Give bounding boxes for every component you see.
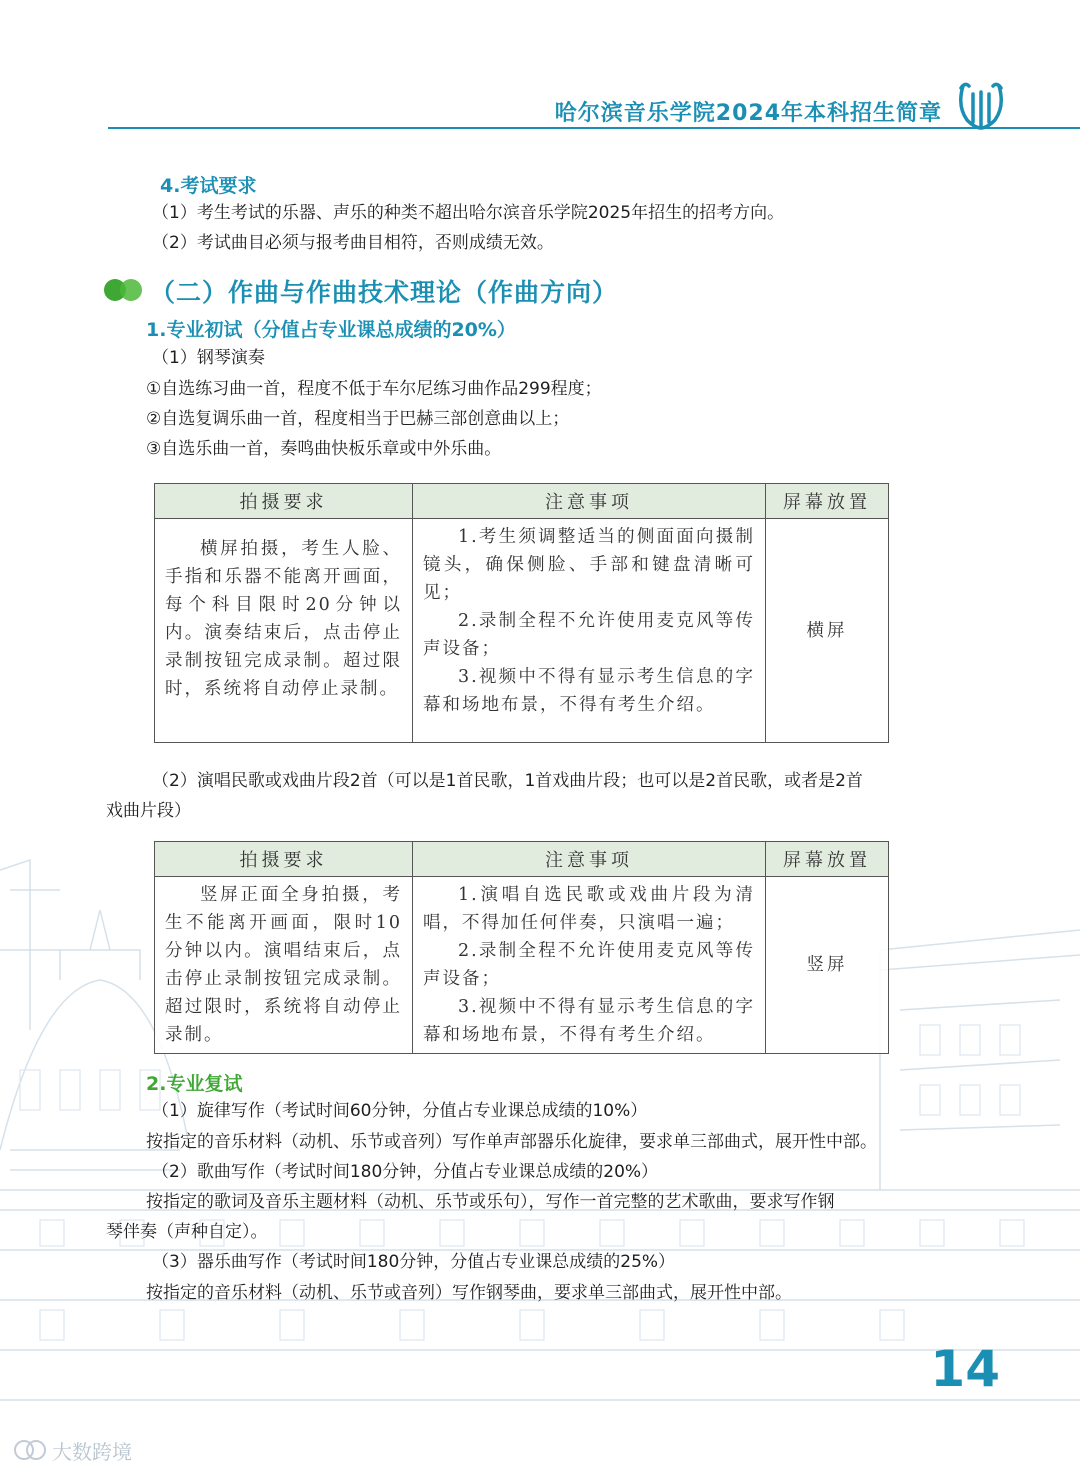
table-header-screen: 屏幕放置 bbox=[766, 484, 889, 519]
retest-line: 按指定的音乐材料（动机、乐节或音列）写作钢琴曲，要求单三部曲式，展开性中部。 bbox=[146, 1283, 792, 1303]
singing-recording-table bbox=[154, 841, 889, 1054]
table-cell-notes bbox=[413, 877, 766, 1054]
retest-line: 按指定的音乐材料（动机、乐节或音列）写作单声部器乐化旋律，要求单三部曲式，展开性中部。 bbox=[146, 1132, 877, 1152]
table-header-shooting: 拍摄要求 bbox=[155, 842, 413, 877]
note-item: 2.录制全程不允许使用麦克风等传声设备； bbox=[423, 941, 755, 989]
piano-item: ③自选乐曲一首，奏鸣曲快板乐章或中外乐曲。 bbox=[146, 439, 502, 459]
table-header-shooting: 拍摄要求 bbox=[155, 484, 413, 519]
table-cell-shooting bbox=[155, 877, 413, 1054]
note-item: 1.演唱自选民歌或戏曲片段为清唱，不得加任何伴奏，只演唱一遍； bbox=[423, 885, 755, 933]
retest-heading: 2.专业复试 bbox=[146, 1073, 243, 1095]
note-item: 2.录制全程不允许使用麦克风等传声设备； bbox=[423, 611, 755, 659]
note-item: 1.考生须调整适当的侧面面向摄制镜头，确保侧脸、手部和键盘清晰可见； bbox=[423, 527, 755, 603]
header-divider bbox=[108, 127, 1080, 129]
table-cell-screen: 横屏 bbox=[766, 519, 889, 743]
singing-title-cont: 戏曲片段） bbox=[106, 801, 191, 821]
piano-item: ①自选练习曲一首，程度不低于车尔尼练习曲作品299程度； bbox=[146, 379, 602, 399]
lyre-logo-icon bbox=[955, 80, 1007, 132]
table-header-notes: 注意事项 bbox=[413, 842, 766, 877]
piano-title: （1）钢琴演奏 bbox=[152, 348, 265, 368]
table-header-notes: 注意事项 bbox=[413, 484, 766, 519]
retest-line: 按指定的歌词及音乐主题材料（动机、乐节或乐句），写作一首完整的艺术歌曲，要求写作钢 bbox=[146, 1192, 835, 1212]
note-item: 3.视频中不得有显示考生信息的字幕和场地布景，不得有考生介绍。 bbox=[423, 667, 755, 715]
piano-recording-table bbox=[154, 483, 889, 743]
singing-title: （2）演唱民歌或戏曲片段2首（可以是1首民歌，1首戏曲片段；也可以是2首民歌，或者是2首 bbox=[152, 771, 863, 791]
retest-line: （3）器乐曲写作（考试时间180分钟，分值占专业课总成绩的25%） bbox=[152, 1252, 676, 1272]
retest-line: （1）旋律写作（考试时间60分钟，分值占专业课总成绩的10%） bbox=[152, 1101, 648, 1121]
retest-line: 琴伴奏（声种自定）。 bbox=[106, 1222, 268, 1242]
exam-requirements-heading: 4.考试要求 bbox=[160, 175, 257, 197]
table-cell-notes bbox=[413, 519, 766, 743]
watermark-logo-icon bbox=[12, 1438, 48, 1462]
page-number: 14 bbox=[930, 1340, 1000, 1398]
section-heading: （二）作曲与作曲技术理论（作曲方向） bbox=[150, 278, 619, 307]
exam-requirement-line: （1）考生考试的乐器、声乐的种类不超出哈尔滨音乐学院2025年招生的招考方向。 bbox=[152, 203, 785, 223]
shooting-text: 竖屏正面全身拍摄，考生不能离开画面，限时10分钟以内。演唱结束后，点击停止录制按钮完成录制。超过限时，系统将自动停止录制。 bbox=[165, 885, 402, 1045]
exam-requirement-line: （2）考试曲目必须与报考曲目相符，否则成绩无效。 bbox=[152, 233, 554, 253]
table-cell-screen: 竖屏 bbox=[766, 877, 889, 1054]
section-bullet-icon bbox=[103, 278, 145, 302]
retest-line: （2）歌曲写作（考试时间180分钟，分值占专业课总成绩的20%） bbox=[152, 1162, 659, 1182]
prelim-heading: 1.专业初试（分值占专业课总成绩的20%） bbox=[146, 319, 516, 341]
shooting-text: 横屏拍摄，考生人脸、手指和乐器不能离开画面，每个科目限时20分钟以内。演奏结束后，点击停止录制按钮完成录制。超过限时，系统将自动停止录制。 bbox=[165, 539, 402, 699]
table-header-screen: 屏幕放置 bbox=[766, 842, 889, 877]
note-item: 3.视频中不得有显示考生信息的字幕和场地布景，不得有考生介绍。 bbox=[423, 997, 755, 1045]
table-cell-shooting bbox=[155, 519, 413, 743]
piano-item: ②自选复调乐曲一首，程度相当于巴赫三部创意曲以上； bbox=[146, 409, 570, 429]
watermark-text: 大数跨境 bbox=[52, 1440, 132, 1464]
header-title: 哈尔滨音乐学院2024年本科招生简章 bbox=[554, 101, 942, 126]
